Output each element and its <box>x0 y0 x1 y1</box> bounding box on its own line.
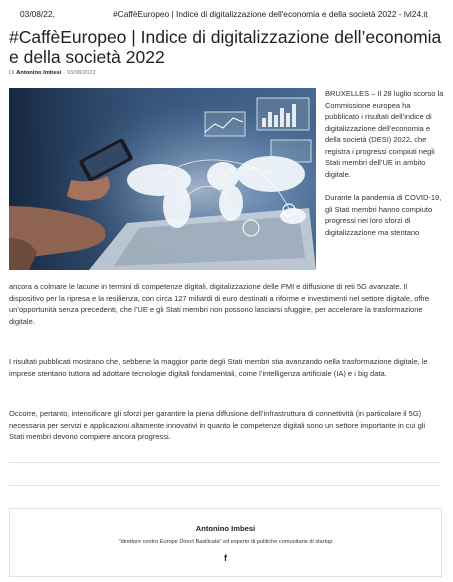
paragraph: Occorre, pertanto, intensificare gli sforzi per garantire la piena diffusione dell’infrastruttura di connettività (in particolare il 5G) necessaria per servizi e applicazioni altamente innovativi in quanto le competenze digitali sono un settore importante in cui gli Stati membri devono compiere ancora progressi. <box>9 409 426 441</box>
author-box <box>9 508 442 577</box>
print-header <box>0 9 453 23</box>
digital-world-map-image <box>9 88 316 270</box>
author-box-name[interactable]: Antonino Imbesi <box>195 524 256 533</box>
paragraph: ancora a colmare le lacune in termini di competenze digitali, digitalizzazione delle PMI e diffusione di reti 5G avanzate. Il dispositivo per la ripresa e la resilienza, con circa 127 miliardi di euro destinati a riforme e investimenti nel settore digitale, offre un’opportunità senza precedenti, che l’UE e gli Stati membri non possono lasciarsi sfuggire, per accelerare la trasformazione digitale. <box>9 282 430 326</box>
divider <box>9 462 440 463</box>
article-title: #CaffèEuropeo | Indice di digitalizzazione dell’economia e della società 2022 <box>9 27 442 67</box>
article-date: 03/08/2022 <box>66 70 96 76</box>
byline-prefix: Di <box>9 70 15 76</box>
article-meta <box>9 70 96 76</box>
print-date: 03/08/22, <box>20 9 55 19</box>
divider <box>9 485 440 486</box>
paragraph: Durante la pandemia di COVID-19, gli Stati membri hanno compiuto progressi nei loro sforzi di digitalizzazione ma stentano <box>325 193 442 237</box>
author-box-description: "direttore centro Europe Direct Basilicata" ed esperto di politiche comunitarie di startup <box>118 539 333 545</box>
paragraph: BRUXELLES – Il 28 luglio scorso la Commissione europea ha pubblicato i risultati dell’indice di digitalizzazione dell’economia e della società (DESI) 2022, che registra i progressi compiuti negli Stati membri dell’UE in ambito digitale. <box>325 89 444 179</box>
date-separator: - <box>63 70 66 76</box>
article-side-text <box>325 88 445 250</box>
print-page-title: #CaffèEuropeo | Indice di digitalizzazione dell'economia e della società 2022 - lvl24.it <box>113 9 428 19</box>
featured-image <box>9 88 316 270</box>
paragraph: I risultati pubblicati mostrano che, sebbene la maggior parte degli Stati membri stia avanzando nella trasformazione digitale, le imprese stentano tuttora ad adottare tecnologie digitali fondamentali, come l’intelligenza artificiale (IA) e i big data. <box>9 357 428 378</box>
facebook-icon[interactable]: f <box>224 553 227 563</box>
author-link[interactable]: Antonino Imbesi <box>16 70 62 76</box>
